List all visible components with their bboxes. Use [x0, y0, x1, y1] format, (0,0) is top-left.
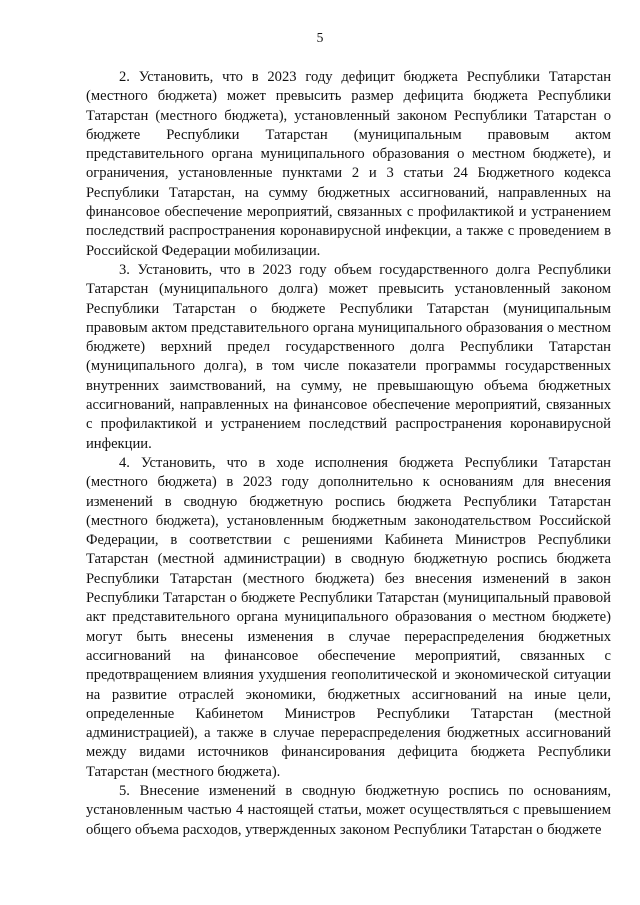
page-number: 5: [316, 30, 324, 45]
paragraph-3: 3. Установить, что в 2023 году объем государственного долга Республики Татарстан (муниципального долга) может превысить установленный законом Республики Татарстан о бюджете Республики Татарстан (муниципальным правовым актом представительного органа муниципального образования о местном бюджете) верхний предел государственного долга Республики Татарстан (муниципального долга), в том числе показатели программы государственных внутренних заимствований, на сумму, не превышающую объема бюджетных ассигнований, направленных на финансовое обеспечение мероприятий, связанных с профилактикой и устранением последствий распространения коронавирусной инфекции.: [86, 261, 611, 452]
paragraph-2: 2. Установить, что в 2023 году дефицит бюджета Республики Татарстан (местного бюджета) может превысить размер дефицита бюджета Республики Татарстан (местного бюджета), установленный законом Республики Татарстан о бюджете Республики Татарстан (муниципальным правовым актом представительного органа муниципального образования о местном бюджете), и ограничения, установленные пунктами 2 и 3 статьи 24 Бюджетного кодекса Республики Татарстан, на сумму бюджетных ассигнований, направленных на финансовое обеспечение мероприятий, связанных с профилактикой и устранением последствий распространения коронавирусной инфекции, а также с проведением в Российской Федерации мобилизации.: [86, 69, 611, 259]
document-body: [86, 68, 611, 840]
paragraph-5: 5. Внесение изменений в сводную бюджетную роспись по основаниям, установленным частью 4 настоящей статьи, может осуществляться с превышением общего объема расходов, утвержденных законом Республики Татарстан о бюджете: [86, 782, 611, 838]
paragraph-4: 4. Установить, что в ходе исполнения бюджета Республики Татарстан (местного бюджета) в 2023 году дополнительно к основаниям для внесения изменений в сводную бюджетную роспись бюджета Республики Татарстан (местного бюджета), установленным бюджетным законодательством Российской Федерации, в соответствии с решениями Кабинета Министров Республики Татарстан (местной администрации) в сводную бюджетную роспись бюджета Республики Татарстан (местного бюджета) без внесения изменений в закон Республики Татарстан о бюджете Республики Татарстан (муниципальный правовой акт представительного органа муниципального образования о местном бюджете) могут быть внесены изменения в случае перераспределения бюджетных ассигнований на финансовое обеспечение мероприятий, связанных с предотвращением влияния ухудшения геополитической и экономической ситуации на развитие отраслей экономики, бюджетных ассигнований на иные цели, определенные Кабинетом Министров Республики Татарстан (местной администрацией), а также в случае перераспределения бюджетных ассигнований между видами источников финансирования дефицита бюджета Республики Татарстан (местного бюджета).: [86, 454, 611, 780]
